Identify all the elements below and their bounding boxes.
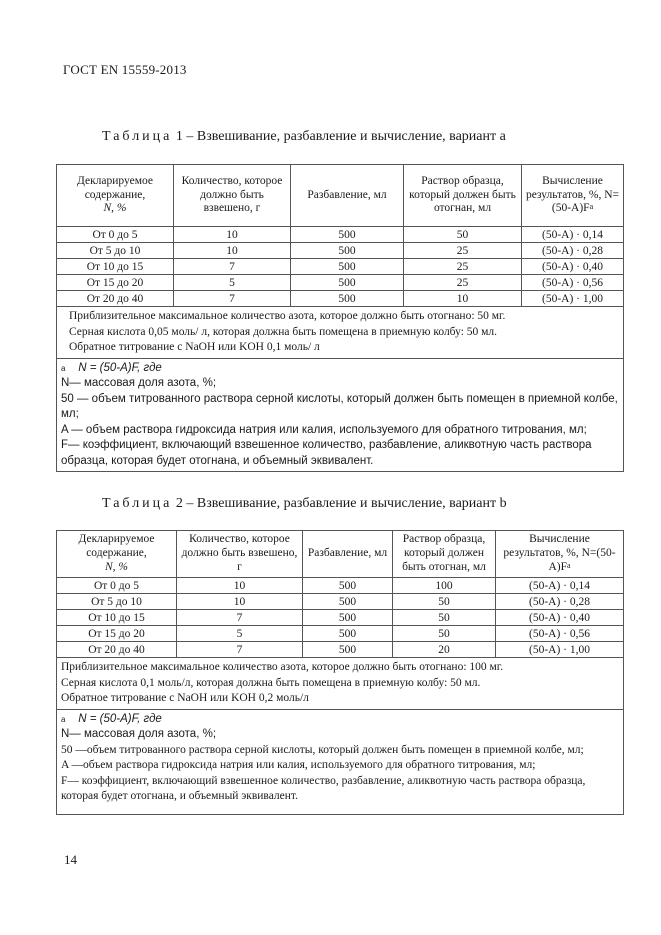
table2-footnote-row <box>57 709 624 814</box>
cell-sample: 20 <box>393 642 496 658</box>
table1-col-declared <box>57 165 174 227</box>
cell-quantity: 5 <box>174 275 291 291</box>
cell-quantity: 10 <box>177 594 303 610</box>
note-line: Приблизительное максимальное количество азота, которое должно быть отогнано: 50 мг. <box>69 310 506 322</box>
cell-dilution: 500 <box>303 578 393 594</box>
table1-footnote <box>57 358 624 472</box>
cell-quantity: 7 <box>174 259 291 275</box>
table1-col-calc <box>522 165 624 227</box>
document-header: ГОСТ EN 15559-2013 <box>63 62 187 77</box>
table-row <box>57 642 624 658</box>
cell-sample: 100 <box>393 578 496 594</box>
col-declared-unit: N, % <box>105 560 128 573</box>
table2-col-sample: Раствор образца, который должен быть отогнан, мл <box>393 531 496 578</box>
cell-sample: 50 <box>393 594 496 610</box>
cell-quantity: 7 <box>174 291 291 307</box>
table2-footnote <box>57 709 624 814</box>
footnote-marker: a <box>589 202 594 212</box>
cell-quantity: 7 <box>177 610 303 626</box>
table1-col-sample: Раствор образца, который должен быть отогнан, мл <box>404 165 522 227</box>
cell-calc: (50-A) · 1,00 <box>496 642 624 658</box>
footnote-marker: a <box>61 363 66 373</box>
table-row <box>57 275 624 291</box>
cell-dilution: 500 <box>291 291 404 307</box>
table1-header-row <box>57 165 624 227</box>
cell-range: От 10 до 15 <box>57 610 177 626</box>
table2-col-quantity: Количество, которое должно быть взвешено, г <box>177 531 303 578</box>
table2-caption-number: 2 <box>175 496 183 511</box>
footnote-marker: a <box>566 560 571 570</box>
note-line: Обратное титрование с NaOH или KOH 0,1 моль/ л <box>69 341 320 353</box>
def-line: N— массовая доля азота, %; <box>61 728 217 740</box>
cell-calc: (50-A) · 0,56 <box>496 626 624 642</box>
cell-sample: 50 <box>393 610 496 626</box>
def-line: F— коэффициент, включающий взвешенное количество, разбавление, аликвотную часть раствора образца, которая будет отогнана, и объемный эквивалент. <box>61 774 586 802</box>
col-declared-label: Декларируемое содержание, <box>78 533 155 560</box>
footnote-formula <box>61 361 619 377</box>
table2-note-row <box>57 658 624 710</box>
table2-caption-title: – Взвешивание, разбавление и вычисление, вариант b <box>186 496 507 511</box>
def-line: A — объем раствора гидроксида натрия или калия, используемого для обратного титрования, мл; <box>61 423 587 436</box>
note-line: Обратное титрование с NaOH или KOH 0,2 моль/л <box>61 692 309 704</box>
cell-calc: (50-A) · 0,28 <box>496 594 624 610</box>
table-row <box>57 578 624 594</box>
cell-range: От 5 до 10 <box>57 243 174 259</box>
cell-sample: 25 <box>404 259 522 275</box>
note-line: Приблизительное максимальное количество азота, которое должно быть отогнано: 100 мг. <box>61 661 504 673</box>
col-declared-unit: N, % <box>103 202 127 215</box>
col-calc-label: Вычисление результатов, %, N=(50-A)F <box>526 174 619 215</box>
def-line: 50 — объем титрованного раствора серной кислоты, который должен быть помещен в приемной колбе, мл; <box>61 392 618 420</box>
cell-calc: (50-A) · 0,40 <box>496 610 624 626</box>
table1-col-quantity: Количество, которое должно быть взвешено, г <box>174 165 291 227</box>
table2-header-row <box>57 531 624 578</box>
col-calc-label: Вычисление результатов, %, N=(50-A)F <box>503 533 616 573</box>
table1-caption-title: – Взвешивание, разбавление и вычисление, вариант a <box>186 129 506 144</box>
table2-caption <box>102 496 507 512</box>
cell-quantity: 7 <box>177 642 303 658</box>
table1-caption-number: 1 <box>175 129 183 144</box>
table-row <box>57 610 624 626</box>
cell-sample: 25 <box>404 275 522 291</box>
cell-sample: 10 <box>404 291 522 307</box>
table1-note-row <box>57 307 624 359</box>
note-line: Серная кислота 0,05 моль/ л, которая должна быть помещена в приемную колбу: 50 мл. <box>69 325 498 338</box>
cell-sample: 50 <box>393 626 496 642</box>
cell-quantity: 5 <box>177 626 303 642</box>
def-line: N— массовая доля азота, %; <box>61 377 217 389</box>
cell-range: От 10 до 15 <box>57 259 174 275</box>
footnote-formula <box>61 712 619 728</box>
footnote-marker: a <box>61 714 66 724</box>
cell-dilution: 500 <box>303 642 393 658</box>
formula-text: N = (50-A)F, где <box>78 361 162 374</box>
cell-dilution: 500 <box>303 594 393 610</box>
cell-range: От 0 до 5 <box>57 578 177 594</box>
table2-col-dilution: Разбавление, мл <box>303 531 393 578</box>
cell-range: От 5 до 10 <box>57 594 177 610</box>
cell-range: От 0 до 5 <box>57 227 174 243</box>
table-row <box>57 227 624 243</box>
note-line: Серная кислота 0,1 моль/л, которая должна быть помещена в приемную колбу: 50 мл. <box>61 676 481 689</box>
table1-col-dilution: Разбавление, мл <box>291 165 404 227</box>
table1-footnote-row <box>57 358 624 472</box>
cell-quantity: 10 <box>174 243 291 259</box>
table2-col-declared <box>57 531 177 578</box>
table2 <box>56 530 624 815</box>
cell-quantity: 10 <box>177 578 303 594</box>
cell-quantity: 10 <box>174 227 291 243</box>
cell-calc: (50-A) · 1,00 <box>522 291 624 307</box>
table1-caption <box>102 129 506 145</box>
cell-sample: 25 <box>404 243 522 259</box>
cell-range: От 20 до 40 <box>57 642 177 658</box>
table-row <box>57 291 624 307</box>
cell-dilution: 500 <box>291 243 404 259</box>
cell-calc: (50-A) · 0,14 <box>496 578 624 594</box>
cell-dilution: 500 <box>303 626 393 642</box>
cell-range: От 15 до 20 <box>57 275 174 291</box>
table1 <box>56 164 624 472</box>
table-row <box>57 594 624 610</box>
page-number: 14 <box>64 852 77 867</box>
def-line: 50 —объем титрованного раствора серной кислоты, который должен быть помещен в приемной колбе, мл; <box>61 743 584 756</box>
def-line: A —объем раствора гидроксида натрия или калия, используемого для обратного титрования, мл; <box>61 759 536 771</box>
table-row <box>57 626 624 642</box>
formula-text: N = (50-A)F, где <box>78 712 162 725</box>
table1-note <box>57 307 624 359</box>
cell-range: От 15 до 20 <box>57 626 177 642</box>
cell-dilution: 500 <box>291 227 404 243</box>
col-declared-label: Декларируемое содержание, <box>77 174 153 201</box>
cell-dilution: 500 <box>291 275 404 291</box>
cell-calc: (50-A) · 0,56 <box>522 275 624 291</box>
table2-note <box>57 658 624 710</box>
table2-caption-prefix: Таблица <box>102 496 173 511</box>
cell-sample: 50 <box>404 227 522 243</box>
cell-dilution: 500 <box>291 259 404 275</box>
cell-calc: (50-A) · 0,28 <box>522 243 624 259</box>
cell-range: От 20 до 40 <box>57 291 174 307</box>
cell-dilution: 500 <box>303 610 393 626</box>
cell-calc: (50-A) · 0,14 <box>522 227 624 243</box>
table-row <box>57 259 624 275</box>
table2-col-calc <box>496 531 624 578</box>
table1-caption-prefix: Таблица <box>102 129 173 144</box>
cell-calc: (50-A) · 0,40 <box>522 259 624 275</box>
table-row <box>57 243 624 259</box>
def-line: F— коэффициент, включающий взвешенное количество, разбавление, аликвотную часть раствора образца, которая будет отогнана, и объемный эквивалент. <box>61 439 592 467</box>
